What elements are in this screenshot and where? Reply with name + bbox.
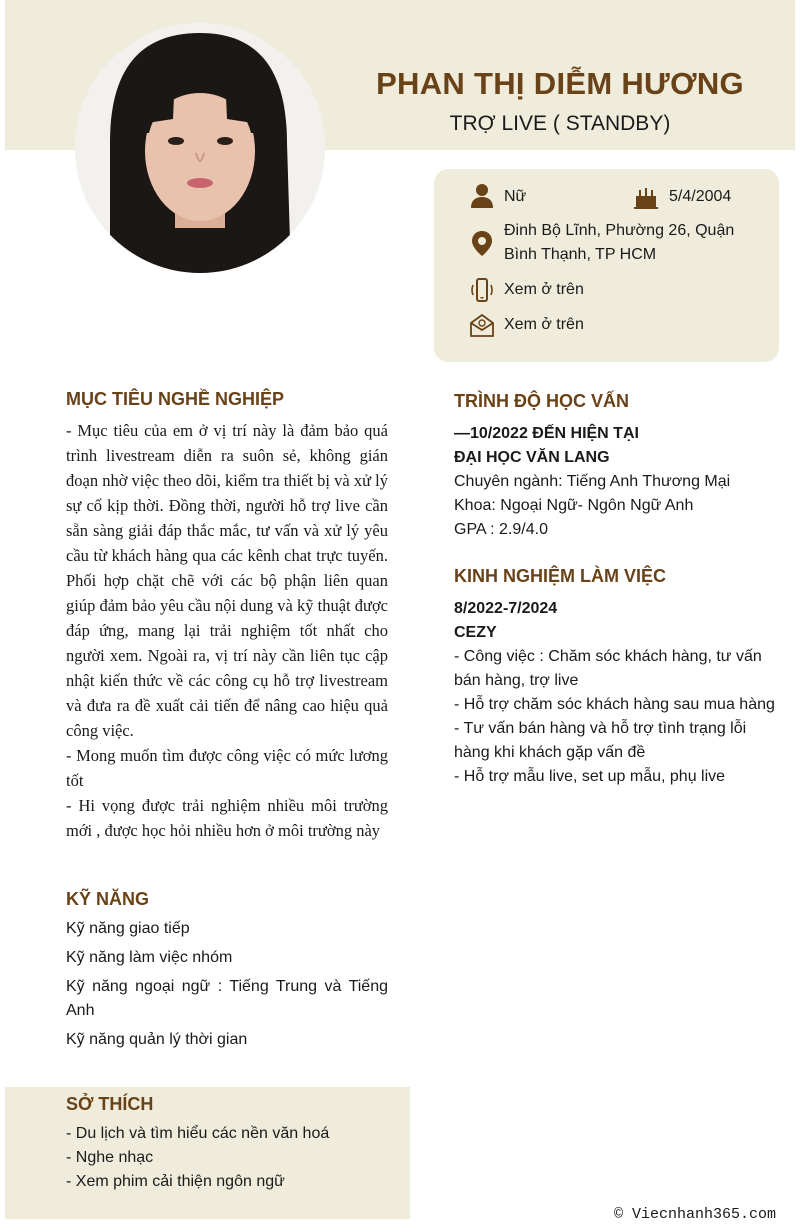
experience-title: KINH NGHIỆM LÀM VIỆC xyxy=(454,566,667,586)
education-gpa: GPA : 2.9/4.0 xyxy=(454,521,548,538)
objective-paragraph: - Mong muốn tìm được công việc có mức lương tốt xyxy=(66,746,388,790)
skill-item: Kỹ năng làm việc nhóm xyxy=(66,949,233,966)
experience-item: - Tư vấn bán hàng và hỗ trợ tình trạng lỗi hàng khi khách gặp vấn đề xyxy=(454,720,747,761)
hobbies-title: SỞ THÍCH xyxy=(66,1094,154,1114)
contact-card xyxy=(434,169,779,362)
email-value: Xem ở trên xyxy=(504,316,584,333)
skill-item: Kỹ năng giao tiếp xyxy=(66,920,190,937)
phone-icon xyxy=(468,276,496,304)
skill-item: Kỹ năng quản lý thời gian xyxy=(66,1031,248,1048)
address-line-2: Bình Thạnh, TP HCM xyxy=(504,246,657,263)
birthday-value: 5/4/2004 xyxy=(669,188,732,205)
phone-value: Xem ở trên xyxy=(504,281,584,298)
copyright-footer: © Viecnhanh365.com xyxy=(613,1206,776,1223)
experience-item: - Hỗ trợ mẫu live, set up mẫu, phụ live xyxy=(454,768,726,785)
hobby-item: - Nghe nhạc xyxy=(66,1149,154,1166)
candidate-name: PHAN THỊ DIỄM HƯƠNG xyxy=(376,66,744,101)
hobby-item: - Du lịch và tìm hiểu các nền văn hoá xyxy=(66,1125,330,1142)
birthday-cake-icon xyxy=(632,182,660,210)
experience-company: CEZY xyxy=(454,624,497,641)
objective-paragraph: - Mục tiêu của em ở vị trí này là đảm bảo quá trình livestream diễn ra suôn sẻ, không gián đoạn nhờ việc theo dõi, kiểm tra thiết bị và xử lý sự cố kịp thời. Đồng thời, người hỗ trợ live cần sẵn sàng giải đáp thắc mắc, tư vấn và xử lý yêu cầu từ khách hàng qua các kênh chat trực tuyến. Phối hợp chặt chẽ với các bộ phận liên quan giúp đảm bảo yêu cầu nội dung và kỹ thuật được đáp ứng, mang lại trải nghiệm tốt nhất cho người xem. Ngoài ra, vị trí này cần liên tục cập nhật kiến thức về các công cụ hỗ trợ livestream và đưa ra đề xuất cải tiến để nâng cao hiệu quả công việc. xyxy=(66,421,388,740)
education-school: ĐẠI HỌC VĂN LANG xyxy=(454,449,610,466)
gender-value: Nữ xyxy=(504,188,527,205)
objective-text xyxy=(66,418,388,843)
objective-title: MỤC TIÊU NGHỀ NGHIỆP xyxy=(66,389,285,409)
mail-icon xyxy=(468,311,496,339)
objective-paragraph: - Hi vọng được trải nghiệm nhiều môi trường mới , được học hỏi nhiều hơn ở môi trường này xyxy=(66,796,388,840)
location-pin-icon xyxy=(468,229,496,257)
skills-title: KỸ NĂNG xyxy=(66,889,150,909)
experience-period: 8/2022-7/2024 xyxy=(454,600,558,617)
education-period: —10/2022 ĐẾN HIỆN TẠI xyxy=(454,425,639,442)
education-major: Chuyên ngành: Tiếng Anh Thương Mại xyxy=(454,473,731,490)
skills-list xyxy=(66,917,388,1057)
avatar xyxy=(75,23,325,273)
skill-item: Kỹ năng ngoại ngữ : Tiếng Trung và Tiếng Anh xyxy=(66,978,388,1019)
education-block xyxy=(454,422,784,542)
address-line-1: Đinh Bộ Lĩnh, Phường 26, Quận xyxy=(504,222,735,239)
person-icon xyxy=(468,181,496,209)
education-title: TRÌNH ĐỘ HỌC VẤN xyxy=(454,391,629,411)
address-value xyxy=(504,219,769,267)
experience-item: - Công việc : Chăm sóc khách hàng, tư vấn bán hàng, trợ live xyxy=(454,648,762,689)
experience-block xyxy=(454,597,784,789)
hobbies-list xyxy=(66,1122,396,1194)
candidate-role: TRỢ LIVE ( STANDBY) xyxy=(449,112,671,135)
experience-item: - Hỗ trợ chăm sóc khách hàng sau mua hàng xyxy=(454,696,775,713)
education-faculty: Khoa: Ngoại Ngữ- Ngôn Ngữ Anh xyxy=(454,497,694,514)
hobby-item: - Xem phim cải thiện ngôn ngữ xyxy=(66,1173,285,1190)
